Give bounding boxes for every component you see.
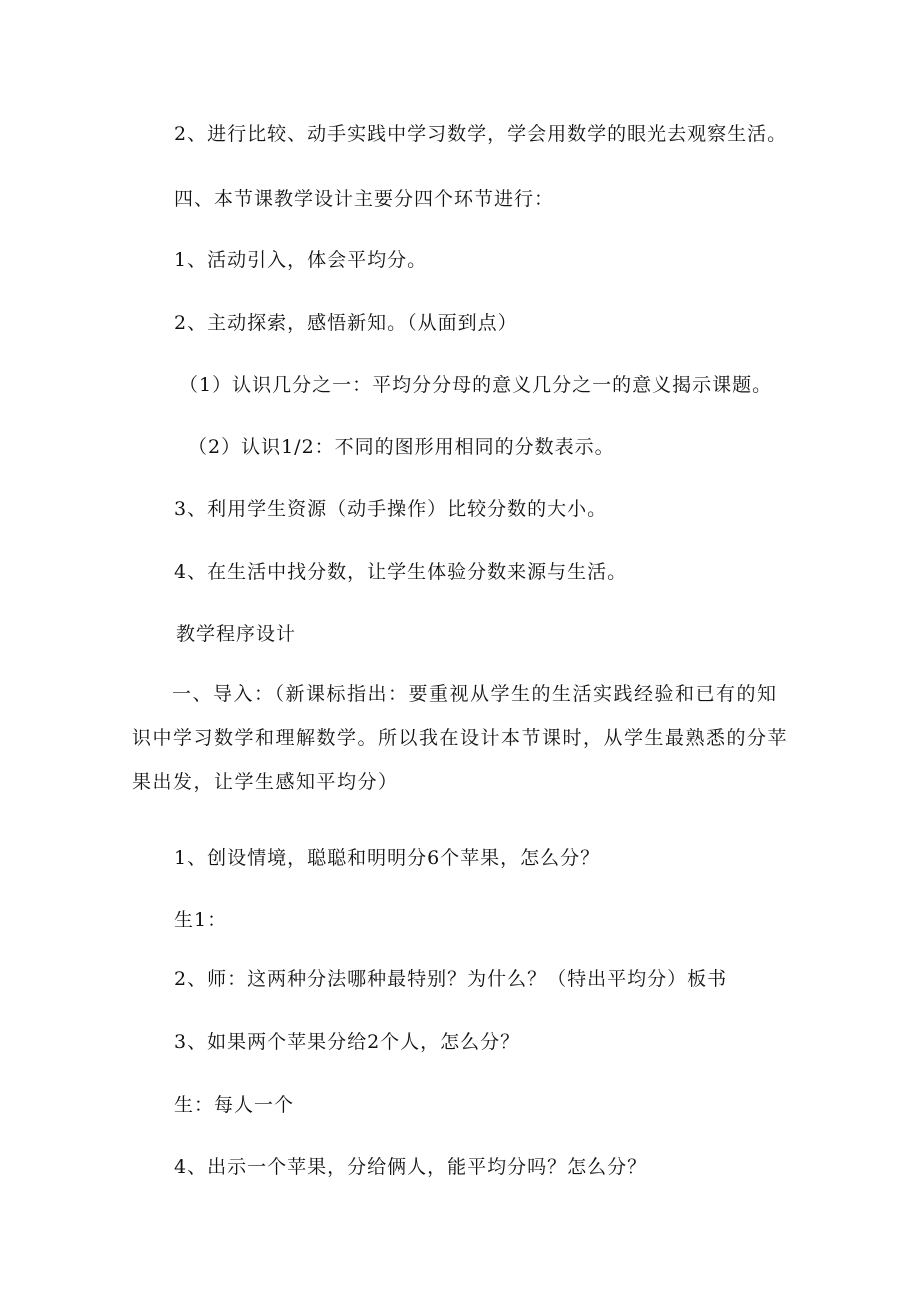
stage-4: 4、在生活中找分数，让学生体验分数来源与生活。 — [174, 561, 628, 583]
student-1-answer: 生1： — [174, 909, 228, 931]
program-design-heading: 教学程序设计 — [176, 623, 297, 645]
stage-1: 1、活动引入，体会平均分。 — [174, 249, 428, 271]
step-4: 4、出示一个苹果，分给俩人，能平均分吗？怎么分？ — [174, 1156, 648, 1178]
section-four-heading: 四、本节课教学设计主要分四个环节进行： — [174, 188, 555, 210]
stage-3: 3、利用学生资源（动手操作）比较分数的大小。 — [174, 498, 608, 520]
step-1: 1、创设情境，聪聪和明明分6个苹果，怎么分？ — [174, 847, 601, 869]
stage-2: 2、主动探索，感悟新知。（从面到点） — [174, 312, 518, 334]
step-2: 2、师：这两种分法哪种最特别？为什么？（特出平均分）板书 — [174, 968, 728, 990]
intro-paragraph: 一、导入：（新课标指出：要重视从学生的生活实践经验和已有的知识中学习数学和理解数学。所以我在设计本节课时，从学生最熟悉的分苹果出发，让学生感知平均分） — [132, 683, 789, 793]
step-3: 3、如果两个苹果分给2个人，怎么分？ — [174, 1031, 521, 1053]
objective-2: 2、进行比较、动手实践中学习数学，学会用数学的眼光去观察生活。 — [174, 123, 788, 145]
stage-2-sub-1: （1）认识几分之一：平均分分母的意义几分之一的意义揭示课题。 — [179, 374, 773, 396]
student-answer: 生：每人一个 — [174, 1094, 295, 1116]
stage-2-sub-2: （2）认识1/2：不同的图形用相同的分数表示。 — [188, 436, 615, 458]
